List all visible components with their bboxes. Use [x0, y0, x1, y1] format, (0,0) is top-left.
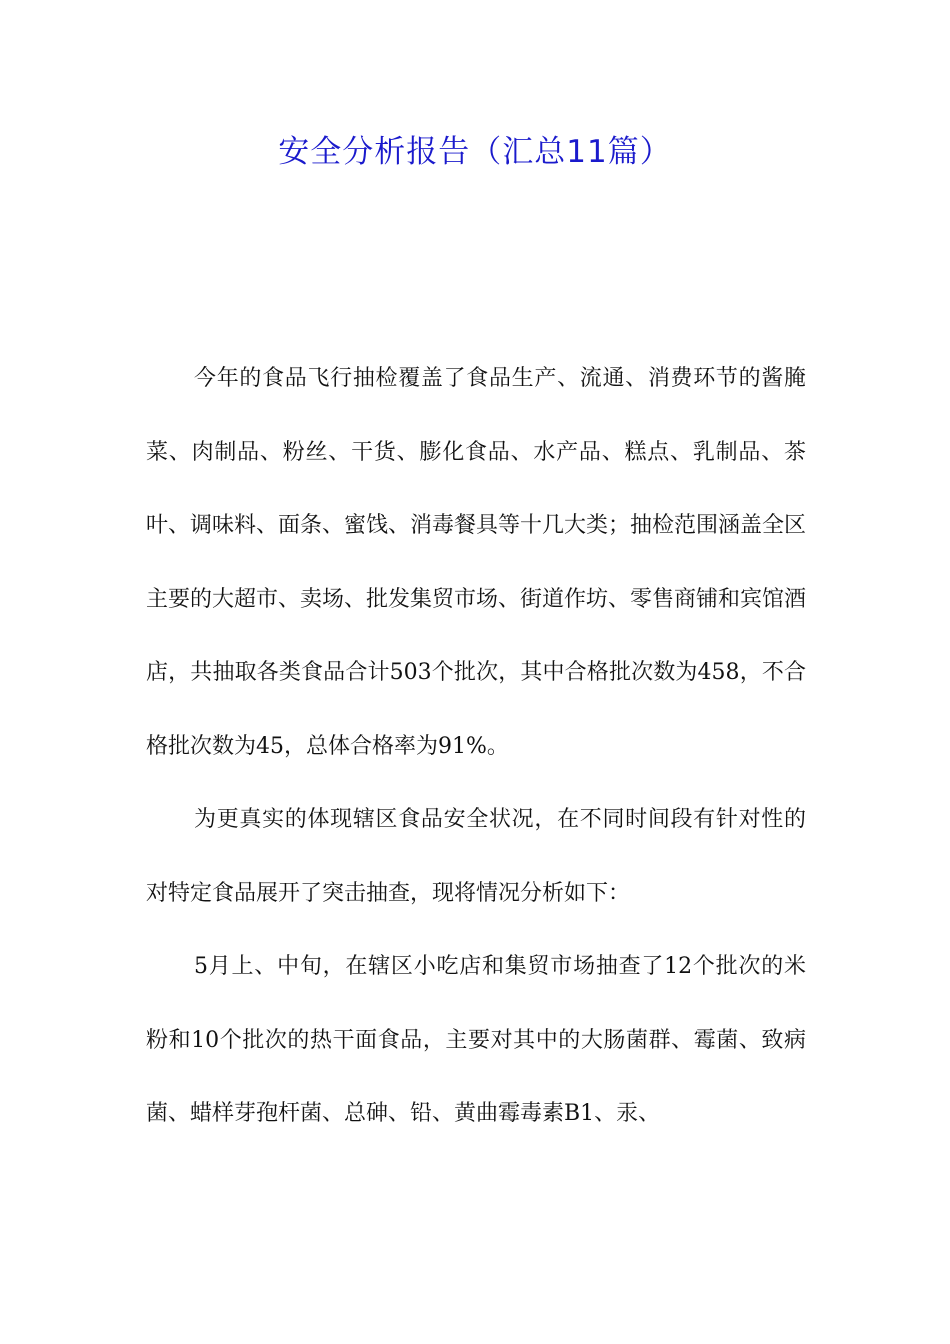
- paragraph-1: 今年的食品飞行抽检覆盖了食品生产、流通、消费环节的酱腌菜、肉制品、粉丝、干货、膨化食品、水产品、糕点、乳制品、茶叶、调味料、面条、蜜饯、消毒餐具等十几大类；抽检范围涵盖全区主要的大超市、卖场、批发集贸市场、街道作坊、零售商铺和宾馆酒店，共抽取各类食品合计503个批次，其中合格批次数为458，不合格批次数为45，总体合格率为91%。: [146, 366, 807, 759]
- paragraph-3: 5月上、中旬，在辖区小吃店和集贸市场抽查了12个批次的米粉和10个批次的热干面食品，主要对其中的大肠菌群、霉菌、致病菌、蜡样芽孢杆菌、总砷、铅、黄曲霉毒素B1、汞、: [146, 954, 806, 1126]
- document-body: [146, 342, 806, 1151]
- paragraph-2: 为更真实的体现辖区食品安全状况，在不同时间段有针对性的对特定食品展开了突击抽查，现将情况分析如下：: [146, 807, 806, 906]
- document-title: 安全分析报告（汇总11篇）: [278, 134, 672, 170]
